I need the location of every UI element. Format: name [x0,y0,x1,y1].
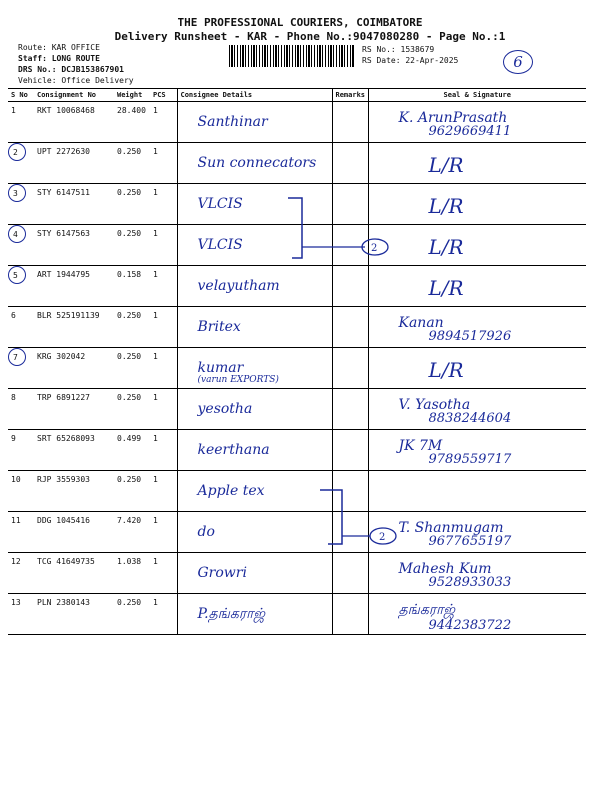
cell-consignment: TCG 41649735 [34,553,114,594]
seal-text: L/R [428,153,464,177]
consignee-handwriting [198,237,243,253]
seal-text: L/R [428,194,464,218]
cell-consignment: ART 1944795 [34,266,114,307]
cell-consignment: RJP 3559303 [34,471,114,512]
bracket-rows-3-4 [288,198,302,258]
consignee-handwriting [198,524,215,540]
seal-signature [399,438,512,467]
cell-weight: 1.038 [114,553,150,594]
cell-consignment: SRT 65268093 [34,430,114,471]
seal-phone: 9629669411 [428,124,512,139]
seal-signature [429,235,464,259]
seal-text: K. ArunPrasath [398,110,508,126]
cell-seal [368,143,586,184]
bracket-marks [270,190,400,550]
rs-info [362,44,458,66]
consignee-name: VLCIS [197,196,243,212]
sno-value: 6 [11,311,16,320]
cell-remarks [332,594,368,635]
cell-weight: 0.250 [114,389,150,430]
cell-remarks [332,143,368,184]
cell-pcs: 1 [150,512,177,553]
col-header-weight: Weight [114,89,150,102]
col-header-consignment: Consignment No [34,89,114,102]
cell-weight: 0.158 [114,266,150,307]
cell-sno [8,184,34,225]
cell-pcs: 1 [150,307,177,348]
sno-value: 3 [13,189,18,198]
seal-signature [399,110,512,139]
sno-value: 1 [11,106,16,115]
consignee-handwriting [198,565,247,581]
consignee-name: Britex [197,319,241,335]
cell-seal [368,471,586,512]
staff-label: Staff: LONG ROUTE [18,54,100,63]
sno-value: 11 [11,516,21,525]
cell-weight: 0.499 [114,430,150,471]
cell-consignment: TRP 6891227 [34,389,114,430]
cell-consignment: KRG 302042 [34,348,114,389]
sno-value: 2 [13,148,18,157]
consignee-name: kumar [197,360,244,376]
cell-seal [368,512,586,553]
cell-pcs: 1 [150,102,177,143]
col-header-seal: Seal & Signature [368,89,586,102]
cell-weight: 0.250 [114,471,150,512]
seal-phone: 8838244604 [428,411,512,426]
seal-phone: 9442383722 [428,618,512,633]
cell-consignment: RKT 10068468 [34,102,114,143]
document-subtitle: Delivery Runsheet - KAR - Phone No.:9047080280 - Page No.:1 [114,30,506,43]
cell-pcs: 1 [150,143,177,184]
cell-consignment: BLR 525191139 [34,307,114,348]
cell-sno [8,348,34,389]
document-title: THE PROFESSIONAL COURIERS, COIMBATORE [177,16,423,29]
cell-weight: 0.250 [114,348,150,389]
seal-text: Mahesh Kum [398,561,492,577]
seal-signature [429,358,464,382]
cell-seal [368,389,586,430]
seal-signature [399,315,512,344]
consignee-name: Sun connecators [197,155,317,171]
consignee-handwriting [198,442,270,458]
sno-value: 12 [11,557,21,566]
cell-sno [8,553,34,594]
seal-signature [399,520,512,549]
seal-signature [429,153,464,177]
cell-pcs: 1 [150,266,177,307]
cell-seal [368,266,586,307]
cell-pcs: 1 [150,430,177,471]
cell-weight: 0.250 [114,594,150,635]
seal-signature [429,276,464,300]
consignee-handwriting [198,606,266,624]
col-header-consignee: Consignee Details [177,89,332,102]
cell-sno [8,594,34,635]
circled-page-count: 6 [503,50,533,74]
consignee-name: VLCIS [197,237,243,253]
cell-weight: 0.250 [114,307,150,348]
seal-phone: 9528933033 [428,575,512,590]
seal-text: T. Shanmugam [398,520,504,536]
cell-sno [8,471,34,512]
sno-value: 13 [11,598,21,607]
rs-date: RS Date: 22-Apr-2025 [362,56,459,65]
consignee-name: Growri [197,565,247,581]
bracket-rows-10-11 [320,490,342,544]
cell-weight: 0.250 [114,143,150,184]
seal-text: L/R [428,276,464,300]
cell-remarks [332,553,368,594]
consignee-handwriting [198,155,317,171]
consignee-handwriting [198,319,241,335]
cell-weight: 0.250 [114,225,150,266]
sno-value: 10 [11,475,21,484]
cell-pcs: 1 [150,553,177,594]
seal-text: L/R [428,235,464,259]
cell-consignee [177,143,332,184]
cell-seal [368,594,586,635]
vehicle-label: Vehicle: Office Delivery [18,76,134,85]
cell-weight: 0.250 [114,184,150,225]
consignee-handwriting [198,401,253,417]
consignee-name: velayutham [197,278,280,294]
table-row [8,143,586,184]
table-row [8,594,586,635]
seal-text: L/R [428,358,464,382]
cell-seal [368,225,586,266]
cell-pcs: 1 [150,184,177,225]
sno-value: 9 [11,434,16,443]
sno-value: 7 [13,353,18,362]
seal-signature [429,194,464,218]
cell-seal [368,184,586,225]
consignee-handwriting [198,483,265,499]
sno-value: 5 [13,271,18,280]
consignee-name: Apple tex [197,483,265,499]
col-header-remarks: Remarks [332,89,368,102]
cell-consignment: STY 6147563 [34,225,114,266]
cell-consignment: DDG 1045416 [34,512,114,553]
consignee-name: P.தங்கராஜ் [197,606,266,622]
col-header-pcs: PCS [150,89,177,102]
route-info [18,42,134,86]
cell-consignee [177,594,332,635]
seal-phone: 9789559717 [428,452,512,467]
drs-number: DRS No.: DCJB153867901 [18,65,124,74]
cell-sno [8,389,34,430]
consignee-handwriting [198,114,268,130]
cell-sno [8,512,34,553]
sno-value: 4 [13,230,18,239]
rs-number: RS No.: 1538679 [362,45,435,54]
cell-consignment: PLN 2380143 [34,594,114,635]
cell-sno [8,102,34,143]
seal-text: Kanan [398,315,444,331]
consignee-sub: (varun EXPORTS) [197,375,279,385]
sno-value: 8 [11,393,16,402]
seal-signature [399,561,512,590]
seal-text: JK 7M [398,438,443,454]
cell-consignee [177,553,332,594]
consignee-name: yesotha [197,401,253,417]
cell-consignment: STY 6147511 [34,184,114,225]
route-label: Route: KAR OFFICE [18,43,100,52]
seal-signature [399,602,512,633]
consignee-name: Santhinar [197,114,268,130]
table-header-row [8,89,586,102]
cell-pcs: 1 [150,348,177,389]
consignee-handwriting [198,360,279,385]
cell-consignee [177,102,332,143]
cell-pcs: 1 [150,225,177,266]
col-header-sno: S No [8,89,34,102]
cell-sno [8,225,34,266]
seal-phone: 9677655197 [428,534,512,549]
consignee-handwriting [198,278,280,294]
table-row [8,553,586,594]
cell-sno [8,430,34,471]
cell-weight: 7.420 [114,512,150,553]
bracket-circle-label-1: 2 [371,243,378,254]
seal-signature [399,397,512,426]
cell-pcs: 1 [150,471,177,512]
cell-consignment: UPT 2272630 [34,143,114,184]
seal-phone: 9894517926 [428,329,512,344]
cell-pcs: 1 [150,594,177,635]
table-row [8,102,586,143]
seal-text: V. Yasotha [398,397,471,413]
cell-sno [8,307,34,348]
cell-sno [8,266,34,307]
consignee-name: keerthana [197,442,270,458]
consignee-name: do [197,524,215,540]
cell-seal [368,430,586,471]
cell-seal [368,348,586,389]
cell-weight: 28.400 [114,102,150,143]
cell-seal [368,307,586,348]
cell-remarks [332,102,368,143]
cell-seal [368,102,586,143]
cell-seal [368,553,586,594]
cell-sno [8,143,34,184]
seal-text: தங்கராஜ் [398,602,456,618]
consignee-handwriting [198,196,243,212]
bracket-circle-label-2: 2 [379,532,386,543]
barcode [229,45,355,67]
cell-pcs: 1 [150,389,177,430]
